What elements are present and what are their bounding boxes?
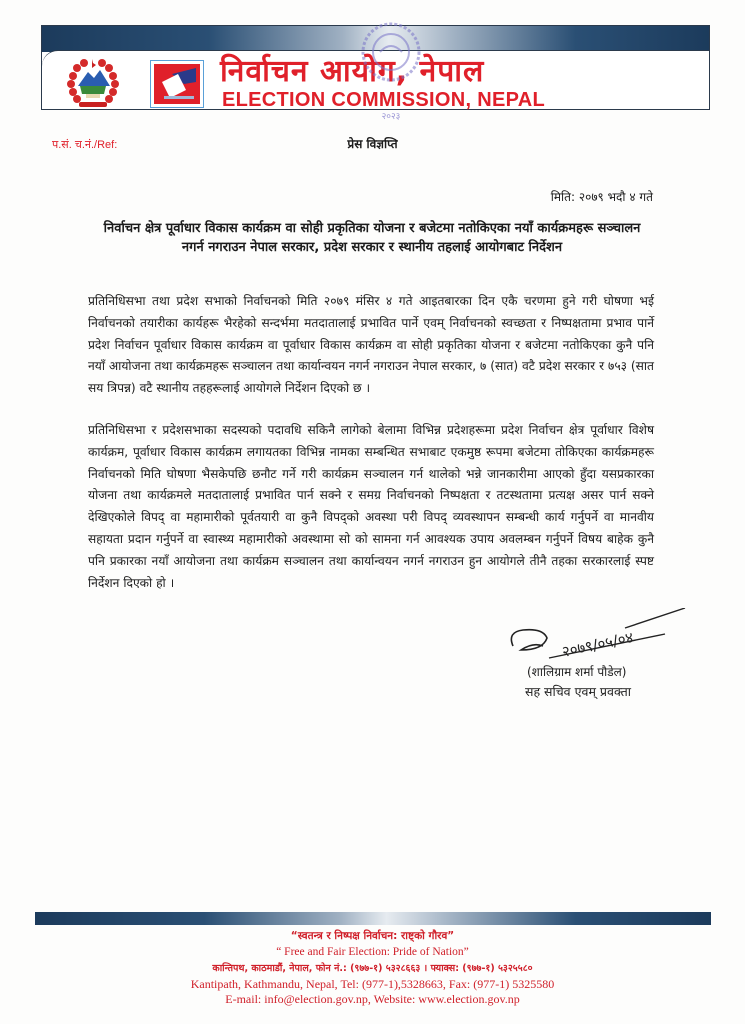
document-type-title: प्रेस विज्ञप्ति bbox=[347, 137, 398, 151]
official-seal-stamp-icon bbox=[350, 18, 432, 88]
footer-address-nepali: कान्तिपथ, काठमाडौं, नेपाल, फोन नं.: (९७७-१) ५३२८६६३ । फ्याक्स: (९७७-१) ५३२५५८० bbox=[212, 963, 533, 974]
footer-slogan-english: “ Free and Fair Election: Pride of Nation” bbox=[276, 946, 469, 958]
nepal-emblem-icon bbox=[64, 56, 122, 110]
signatory-title: सह सचिव एवम् प्रवक्ता bbox=[525, 684, 632, 699]
body-paragraph-1: प्रतिनिधिसभा तथा प्रदेश सभाको निर्वाचनको मिति २०७९ मंसिर ४ गते आइतबारका दिन एकै चरणमा हुने गरी घोषणा भई निर्वाचनको तयारीका कार्यहरू भैरहेको सन्दर्भमा मतदातालाई प्रभावित पार्ने एवम् निर्वाचनको स्वच्छता र निष्पक्षतामा प्रभाव पार्ने प्रदेश निर्वाचन पूर्वाधार विकास कार्यक्रम वा पूर्वाधार विकास कार्यक्रम वा सोही प्रकृतिका योजना र बजेटमा नतोकिएका कुनै पनि नयाँ आयोजना तथा कार्यक्रमहरू सञ्चालन तथा कार्यान्वयन नगर्न नगराउन नेपाल सरकार, ७ (सात) वटै प्रदेश सरकार र ७५३ (सात सय त्रिपन्न) वटै स्थानीय तहहरूलाई आयोगले निर्देशन दिएको छ । bbox=[88, 294, 654, 396]
press-release-heading: निर्वाचन क्षेत्र पूर्वाधार विकास कार्यक्रम वा सोही प्रकृतिका योजना र बजेटमा नतोकिएका नयाँ कार्यक्रमहरू सञ्चालन नगर्न नगराउन नेपाल सरकार, प्रदेश सरकार र स्थानीय तहलाई आयोगबाट निर्देशन bbox=[103, 221, 641, 255]
footer-gradient-band bbox=[35, 912, 711, 925]
stamp-year: २०२३ bbox=[381, 112, 401, 122]
organization-name-nepali: निर्वाचन आयोग, नेपाल bbox=[220, 54, 485, 89]
organization-name-english: ELECTION COMMISSION, NEPAL bbox=[222, 89, 545, 111]
footer-slogan-nepali: “स्वतन्त्र र निष्पक्ष निर्वाचन: राष्ट्को गौरव” bbox=[290, 930, 455, 942]
signature-block bbox=[505, 608, 695, 708]
handwritten-signature bbox=[505, 608, 695, 662]
signatory-name: (शालिग्राम शर्मा पौडेल) bbox=[527, 665, 627, 679]
letterhead-footer bbox=[0, 928, 745, 1007]
reference-number-label: प.सं. च.नं./Ref: bbox=[52, 139, 118, 151]
body-paragraph-2: प्रतिनिधिसभा र प्रदेशसभाका सदस्यको पदावधि सकिनै लागेको बेलामा विभिन्न प्रदेशहरूमा प्रदेश निर्वाचन क्षेत्र पूर्वाधार विशेष कार्यक्रम, पूर्वाधार विकास कार्यक्रम लगायतका विभिन्न नामका सम्बन्धित सभाबाट एकमुष्ठ रूपमा बजेटमा तोकिएका कार्यक्रमहरू निर्वाचनको मिति घोषणा भैसकेपछि छनौट गर्ने गरी कार्यक्रम सञ्चालन गर्न थालेको भन्ने जानकारीमा आएको हुँदा यसप्रकारका योजना तथा कार्यक्रमले मतदातालाई प्रभावित पार्न सक्ने र समग्र निर्वाचनको निष्पक्षता र तटस्थतामा प्रत्यक्ष असर पार्न सक्ने देखिएकोले विपद् वा महामारीको पूर्वतयारी वा कुनै विपद्को अवस्था परी विपद् व्यवस्थापन सम्बन्धी कार्य गर्नुपर्ने वा मानवीय सहायता प्रदान गर्नुपर्ने वा स्वास्थ्य महामारीको अवस्थामा सो को सामना गर्न आवश्यक उपाय अवलम्बन गर्नुपर्ने विषय बाहेक कुनै पनि प्रकारका नयाँ आयोजना तथा कार्यक्रम सञ्चालन तथा कार्यान्वयन नगर्न नगराउन हुन आयोगले तीनै तहका सरकारलाई स्पष्ट निर्देशन दिएको हो । bbox=[88, 423, 654, 590]
election-commission-logo-icon bbox=[150, 60, 204, 108]
handwritten-date: २०७९/०५/०४ bbox=[560, 628, 635, 661]
document-date: मिति: २०७९ भदौ ४ गते bbox=[550, 190, 653, 204]
footer-address-english: Kantipath, Kathmandu, Nepal, Tel: (977-1),5328663, Fax: (977-1) 5325580 bbox=[190, 977, 555, 991]
footer-contact: E-mail: info@election.gov.np, Website: www.election.gov.np bbox=[225, 992, 520, 1006]
